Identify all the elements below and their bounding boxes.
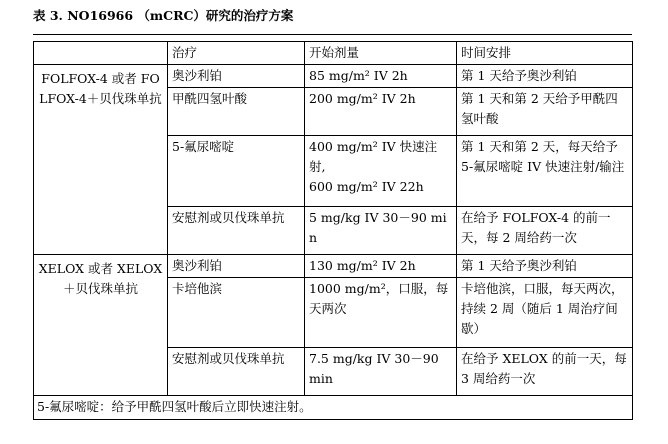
drug-cell: 奥沙利铂 <box>168 65 305 88</box>
header-cell-treatment: 治疗 <box>168 42 305 65</box>
schedule-cell: 第 1 天给予奥沙利铂 <box>457 255 633 278</box>
schedule-cell: 卡培他滨，口服，每天两次，持续 2 周（随后 1 周治疗间歇） <box>457 278 633 348</box>
dose-cell: 200 mg/m² IV 2h <box>305 88 457 136</box>
dose-cell <box>305 136 457 207</box>
schedule-cell: 第 1 天和第 2 天给予甲酰四氢叶酸 <box>457 88 633 136</box>
schedule-cell: 在给予 FOLFOX-4 的前一天，每 2 周给药一次 <box>457 207 633 255</box>
drug-cell: 甲酰四氢叶酸 <box>168 88 305 136</box>
drug-cell: 奥沙利铂 <box>168 255 305 278</box>
schedule-cell: 第 1 天给予奥沙利铂 <box>457 65 633 88</box>
top-rule <box>33 34 632 35</box>
header-cell-group <box>34 42 168 65</box>
schedule-cell: 第 1 天和第 2 天，每天给予 5-氟尿嘧啶 IV 快速注射/输注 <box>457 136 633 207</box>
table-caption: 表 3. NO16966 （mCRC）研究的治疗方案 <box>33 8 294 23</box>
group-cell-xelox: XELOX 或者 XELOX＋贝伐珠单抗 <box>34 255 168 396</box>
dose-line: 400 mg/m² IV 快速注射, <box>309 139 438 174</box>
group-cell-folfox: FOLFOX-4 或者 FOLFOX-4＋贝伐珠单抗 <box>34 65 168 255</box>
dose-cell: 1000 mg/m²，口服，每天两次 <box>305 278 457 348</box>
dose-cell: 5 mg/kg IV 30－90 min <box>305 207 457 255</box>
footnote-row <box>34 396 633 420</box>
table-row <box>34 65 633 88</box>
dose-line: 600 mg/m² IV 22h <box>309 179 424 194</box>
drug-cell: 安慰剂或贝伐珠单抗 <box>168 348 305 396</box>
header-cell-dose: 开始剂量 <box>305 42 457 65</box>
dose-cell: 7.5 mg/kg IV 30－90 min <box>305 348 457 396</box>
header-cell-schedule: 时间安排 <box>457 42 633 65</box>
table-footnote: 5-氟尿嘧啶：给予甲酰四氢叶酸后立即快速注射。 <box>34 396 633 420</box>
dose-cell: 130 mg/m² IV 2h <box>305 255 457 278</box>
dose-cell: 85 mg/m² IV 2h <box>305 65 457 88</box>
treatment-regimen-table <box>33 41 633 420</box>
drug-cell: 5-氟尿嘧啶 <box>168 136 305 207</box>
drug-cell: 卡培他滨 <box>168 278 305 348</box>
drug-cell: 安慰剂或贝伐珠单抗 <box>168 207 305 255</box>
header-row <box>34 42 633 65</box>
table-row <box>34 255 633 278</box>
schedule-cell: 在给予 XELOX 的前一天，每 3 周给药一次 <box>457 348 633 396</box>
